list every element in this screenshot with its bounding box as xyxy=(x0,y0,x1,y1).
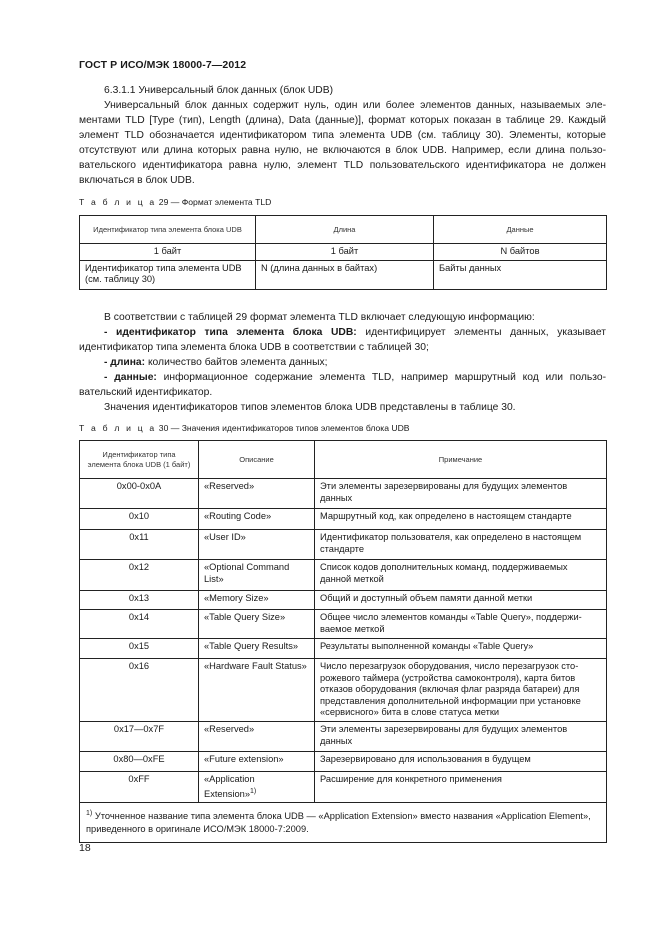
table30-note-cell: Зарезервировано для использования в будущем xyxy=(315,752,607,772)
table30-desc-cell: «Reserved» xyxy=(199,479,315,509)
table30-note-cell: Общий и доступный объем памяти данной метки xyxy=(315,591,607,610)
table29-caption-text: 29 — Формат элемента TLD xyxy=(158,197,272,207)
table29-cell: 1 байт xyxy=(80,244,256,261)
table29-header-length: Длина xyxy=(256,216,434,244)
table30 xyxy=(79,440,607,843)
info-outro: Значения идентификаторов типов элементов блока UDB представлены в таблице 30. xyxy=(104,402,516,413)
footnote-text: Уточненное название типа элемента блока UDB — «Application Extension» вместо названия «Application Element», приведенного в оригинале ИСО/МЭК 18000-7:2009. xyxy=(86,811,591,835)
table30-desc-cell: «Routing Code» xyxy=(199,509,315,530)
table29-caption xyxy=(79,197,271,207)
table30-desc-cell: «User ID» xyxy=(199,530,315,560)
table30-caption-text: 30 — Значения идентификаторов типов элементов блока UDB xyxy=(158,423,410,433)
table30-note-cell: Идентификатор пользователя, как определено в настоящем стандарте xyxy=(315,530,607,560)
table29-caption-label: Т а б л и ц а xyxy=(79,197,157,207)
table29-cell: N байтов xyxy=(434,244,607,261)
table30-note-cell: Список кодов дополнительных команд, поддерживаемых данной меткой xyxy=(315,560,607,591)
table30-desc-cell: «Memory Size» xyxy=(199,591,315,610)
table29-cell: Байты данных xyxy=(434,260,607,289)
info-item-text: идентифицирует элементы данных, указывает идентификатор типа элемента блока UDB в соответствии с таблицей 30; xyxy=(79,327,607,353)
info-item-text: количество байтов элемента данных; xyxy=(145,357,328,368)
table30-id-cell: 0x80—0xFE xyxy=(80,752,199,772)
table29-cell: N (длина данных в байтах) xyxy=(256,260,434,289)
info-block xyxy=(79,310,606,415)
section-heading: 6.3.1.1 Универсальный блок данных (блок UDB) xyxy=(104,85,334,96)
table30-header-description: Описание xyxy=(199,441,315,479)
table30-id-cell: 0x11 xyxy=(80,530,199,560)
table30-footnote xyxy=(80,803,607,843)
table30-desc-cell: «Table Query Results» xyxy=(199,639,315,659)
table29-cell: 1 байт xyxy=(256,244,434,261)
table30-id-cell: 0x12 xyxy=(80,560,199,591)
table29-header-id: Идентификатор типа элемента блока UDB xyxy=(80,216,256,244)
footnote-mark: 1) xyxy=(86,810,93,818)
info-intro: В соответствии с таблицей 29 формат элемента TLD включает следующую информацию: xyxy=(104,312,535,323)
table30-id-cell: 0x17—0x7F xyxy=(80,722,199,752)
table30-caption xyxy=(79,423,410,433)
table29 xyxy=(79,215,607,290)
table30-note-cell: Эти элементы зарезервированы для будущих элементов данных xyxy=(315,722,607,752)
table30-desc-cell: «Reserved» xyxy=(199,722,315,752)
table30-id-cell: 0x16 xyxy=(80,659,199,722)
table30-id-cell: 0xFF xyxy=(80,772,199,803)
table30-id-cell: 0x15 xyxy=(80,639,199,659)
info-item xyxy=(79,325,606,355)
table30-desc-cell: «Optional Command List» xyxy=(199,560,315,591)
table30-header-id: Идентификатор типа элемента блока UDB (1 байт) xyxy=(80,441,199,479)
table30-note-cell: Общее число элементов команды «Table Query», поддерживаемое меткой xyxy=(315,610,607,639)
page-number: 18 xyxy=(79,842,91,854)
info-item-text: информационное содержание элемента TLD, например маршрутный код или пользовательский идентификатор. xyxy=(79,372,606,398)
table30-header-note: Примечание xyxy=(315,441,607,479)
table30-desc-cell: «Table Query Size» xyxy=(199,610,315,639)
info-item xyxy=(79,370,606,400)
table30-desc-text: «Application Extension» xyxy=(204,774,255,799)
table30-id-cell: 0x14 xyxy=(80,610,199,639)
table30-id-cell: 0x00-0x0A xyxy=(80,479,199,509)
table30-note-cell: Расширение для конкретного применения xyxy=(315,772,607,803)
table30-id-cell: 0x10 xyxy=(80,509,199,530)
table30-note-cell: Маршрутный код, как определено в настоящем стандарте xyxy=(315,509,607,530)
standard-header: ГОСТ Р ИСО/МЭК 18000-7—2012 xyxy=(79,59,247,71)
table30-desc-cell: «Future extension» xyxy=(199,752,315,772)
table29-cell: Идентификатор типа элемента UDB (см. таблицу 30) xyxy=(80,260,256,289)
table29-header-data: Данные xyxy=(434,216,607,244)
table30-desc-cell xyxy=(199,772,315,803)
info-item-term: - идентификатор типа элемента блока UDB: xyxy=(104,327,357,338)
table30-caption-label: Т а б л и ц а xyxy=(79,423,157,433)
table30-note-cell: Число перезагрузок оборудования, число перезагрузок сторожевого таймера (устройства самоконтроля), карта битов отказов оборудования (включая флаг разряда батареи) для представления дополнительной информации при установке «сервисного» бита в слове статуса метки xyxy=(315,659,607,722)
table30-note-cell: Результаты выполненной команды «Table Query» xyxy=(315,639,607,659)
section-paragraph: Универсальный блок данных содержит нуль, один или более элементов данных, называемых элементами TLD [Type (тип), Length (длина), Data (данные)], формат которых показан в таблице 29. Каждый элемент TLD обозначается идентификатором типа элемента UDB (см. таблицу 30). Элементы, которые отсутствуют или длина которых равна нулю, не включаются в блок UDB. Например, если длина пользовательского идентификатора равна нулю, элемент TLD пользовательского идентификатора не должен включаться в блок UDB. xyxy=(79,100,606,186)
info-item-term: - длина: xyxy=(104,357,146,368)
table30-note-cell: Эти элементы зарезервированы для будущих элементов данных xyxy=(315,479,607,509)
table30-id-cell: 0x13 xyxy=(80,591,199,610)
footnote-ref: 1) xyxy=(250,787,257,795)
table30-desc-cell: «Hardware Fault Status» xyxy=(199,659,315,722)
info-item-term: - данные: xyxy=(104,372,157,383)
info-item xyxy=(79,355,606,370)
